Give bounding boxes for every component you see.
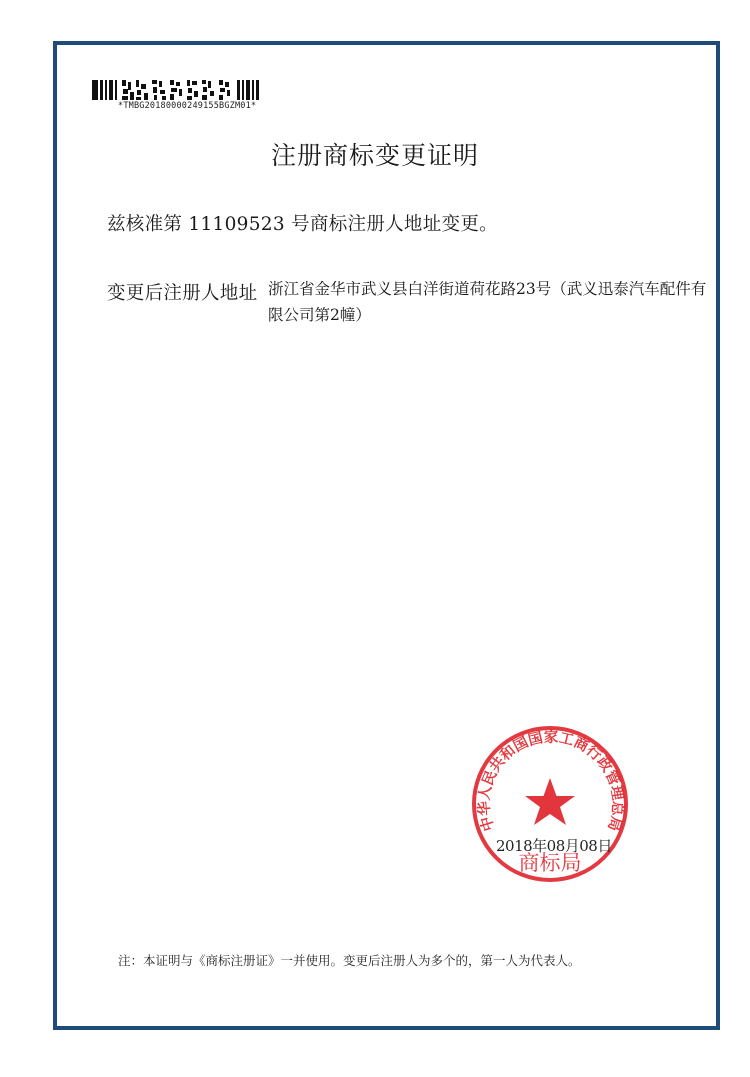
barcode-image xyxy=(92,79,282,101)
official-seal xyxy=(470,724,630,884)
svg-text:中华人民共和国国家工商行政管理总局 xyxy=(475,728,628,833)
star-icon xyxy=(525,778,575,825)
address-label: 变更后注册人地址 xyxy=(107,283,258,304)
seal-center-text: 商标局 xyxy=(518,851,582,875)
issue-date: 2018年08月08日 xyxy=(496,837,612,855)
barcode-text: *TMBG20180000249155BGZM01* xyxy=(118,101,257,111)
seal-ring-text: 中华人民共和国国家工商行政管理总局 xyxy=(475,728,627,834)
approval-line: 兹核准第 11109523 号商标注册人地址变更。 xyxy=(107,214,498,235)
document-title: 注册商标变更证明 xyxy=(270,141,479,170)
address-value: 浙江省金华市武义县白洋街道荷花路23号（武义迅泰汽车配件有限公司第2幢） xyxy=(268,280,707,324)
footnote: 注：本证明与《商标注册证》一并使用。变更后注册人为多个的，第一人为代表人。 xyxy=(118,953,581,968)
